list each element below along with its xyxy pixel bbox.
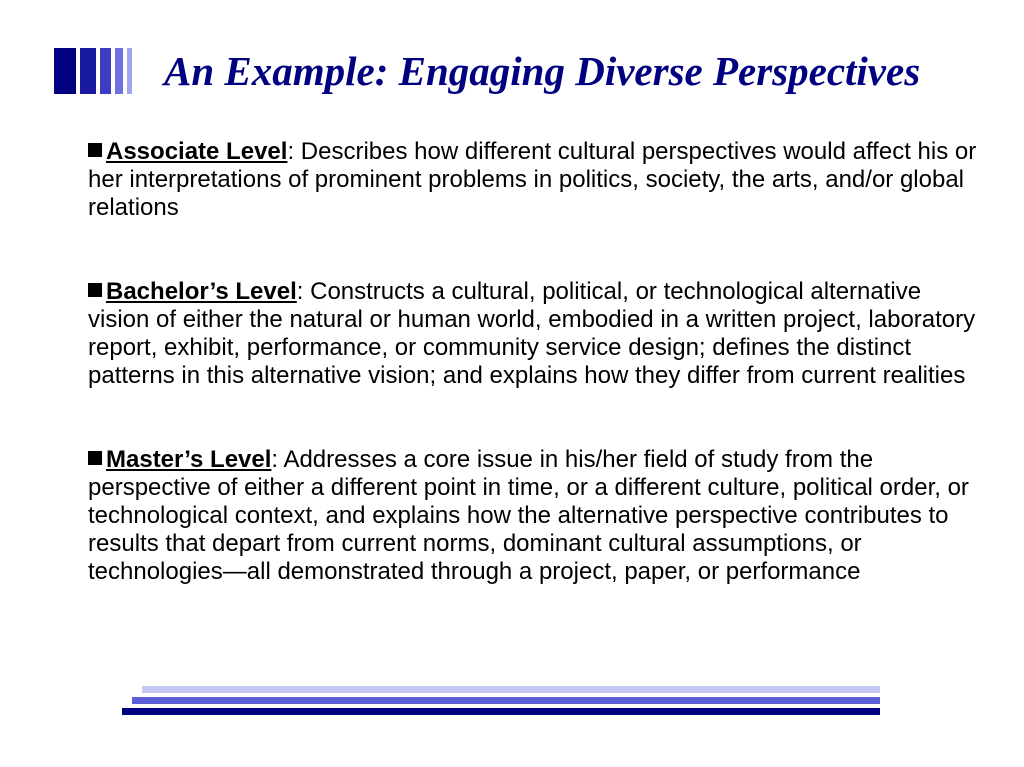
bullet-associate-level (88, 138, 988, 222)
level-description: Constructs a cultural, political, or technological alternative vision of either the natural or human world, embodied in a written project, laboratory report, exhibit, performance, or community service design; defines the distinct patterns in this alternative vision; and explains how they differ from current realities (88, 278, 976, 389)
footer-stripe (122, 708, 880, 715)
level-separator: : (271, 446, 279, 473)
level-description: Describes how different cultural perspectives would affect his or her interpretations of prominent problems in politics, society, the arts, and/or global relations (88, 138, 977, 221)
slide-title: An Example: Engaging Diverse Perspectives (164, 48, 921, 94)
level-name: Master’s Level (106, 446, 272, 473)
title-bars-decoration (54, 48, 154, 94)
title-bar (80, 48, 96, 94)
title-bar (115, 48, 123, 94)
square-bullet-icon (88, 451, 102, 465)
bullet-list (88, 138, 988, 586)
footer-stripe (132, 697, 880, 704)
footer-stripe (142, 686, 880, 693)
bullet-masters-level (88, 446, 988, 586)
title-bar (54, 48, 76, 94)
title-bar (100, 48, 111, 94)
square-bullet-icon (88, 143, 102, 157)
level-separator: : (296, 278, 304, 305)
square-bullet-icon (88, 283, 102, 297)
title-bar (127, 48, 132, 94)
level-name: Associate Level (106, 138, 288, 165)
level-separator: : (287, 138, 295, 165)
level-description: Addresses a core issue in his/her field of study from the perspective of either a different point in time, or a different culture, political order, or technological context, and explains how the alternative perspective contributes to results that depart from current norms, dominant cultural assumptions, or technologies—all demonstrated through a project, paper, or performance (88, 446, 969, 585)
bullet-bachelors-level (88, 278, 988, 390)
level-name: Bachelor’s Level (106, 278, 297, 305)
